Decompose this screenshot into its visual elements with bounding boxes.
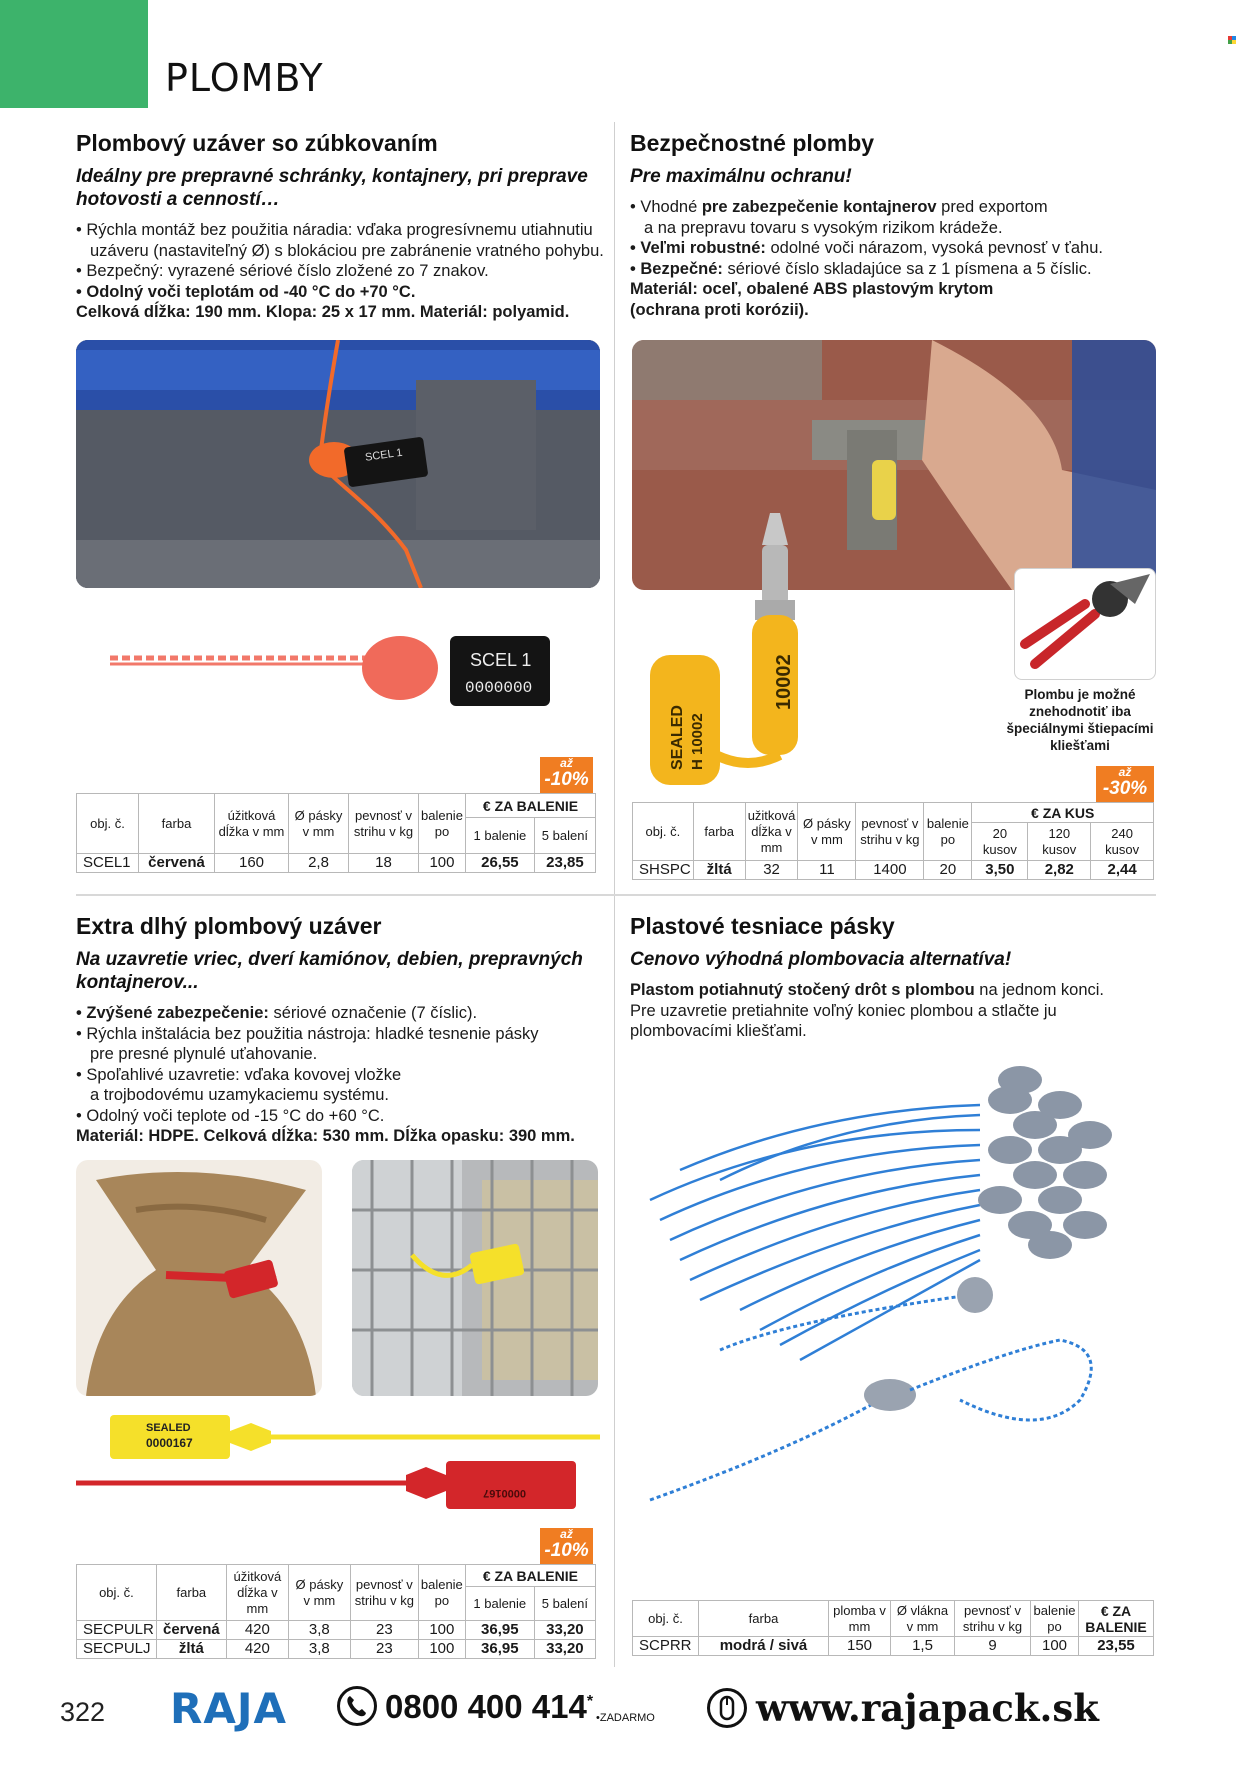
text: na jednom konci.: [974, 981, 1105, 999]
product-long-seals: [76, 1405, 600, 1525]
phone-icon: [337, 1686, 377, 1726]
spec-table-shspc: [632, 802, 1154, 880]
discount-badge: [540, 1528, 593, 1564]
bullet-line: • Bezpečný: vyrazené sériové číslo zložené zo 7 znakov.: [76, 262, 489, 280]
text-bold: • Bezpečné:: [630, 259, 723, 278]
cell-strength: 18: [349, 854, 419, 873]
col-header: pevnosť v strihu v kg: [955, 1601, 1031, 1637]
bullet-line: • Rýchla montáž bez použitia náradia: vďaka progresívnemu utiahnutiu: [76, 221, 593, 239]
cell-code: SCEL1: [77, 854, 139, 873]
table-row: [77, 854, 596, 873]
discount-badge: [540, 757, 593, 793]
col-header-qty: 5 balení: [534, 818, 595, 854]
col-header: farba: [139, 794, 215, 854]
col-header: farba: [693, 803, 745, 861]
bolt-number: 10002: [773, 654, 795, 710]
cell-pack: 100: [418, 1621, 465, 1640]
cell-diam: 3,8: [288, 1621, 350, 1640]
photo-cage-seal: [352, 1160, 598, 1396]
table-row: [633, 861, 1154, 880]
mouse-icon: [707, 1688, 747, 1728]
col-header: Ø pásky v mm: [289, 794, 349, 854]
bolt-sealed: SEALED: [669, 705, 686, 770]
text-line: [630, 980, 1160, 1001]
red-tag-number: 0000167: [483, 1487, 526, 1499]
cell-pack: 100: [418, 1640, 465, 1659]
section-description: [630, 980, 1160, 1042]
cutter-image: [1014, 568, 1156, 680]
text: sériové číslo skladajúce sa z 1 písmena a 5 číslic.: [722, 259, 1092, 278]
material-line: Materiál: oceľ, obalené ABS plastovým krytom: [630, 280, 994, 298]
yellow-tag-sealed: SEALED: [146, 1422, 191, 1434]
cell-price: 33,20: [534, 1640, 595, 1659]
col-header: farba: [156, 1565, 226, 1621]
cutter-note: Plombu je možné znehodnotiť iba špeciálnymi štiepacími kliešťami: [1006, 687, 1154, 753]
discount-value: -10%: [544, 769, 589, 790]
phone-note: •ZADARMO: [596, 1712, 655, 1724]
bullet-line: uzáveru (nastaviteľný Ø) s blokáciou pre zabránenie vratného pohybu.: [90, 241, 604, 260]
col-header: pevnosť v strihu v kg: [349, 794, 419, 854]
cell-diam: 3,8: [288, 1640, 350, 1659]
bullet-line: [76, 1003, 606, 1024]
col-header-qty: 1 balenie: [465, 818, 534, 854]
cell-diam: 11: [798, 861, 856, 880]
col-header: Ø pásky v mm: [288, 1565, 350, 1621]
material-line: (ochrana proti korózii).: [630, 300, 809, 319]
section-zubkovanie: [76, 130, 606, 323]
cell-code: SHSPC: [633, 861, 694, 880]
corner-mark-icon: [1228, 36, 1236, 44]
table-row: [633, 1637, 1154, 1656]
col-header: farba: [699, 1601, 829, 1637]
cell-color: žltá: [156, 1640, 226, 1659]
col-header-price: € ZA BALENIE: [465, 794, 595, 818]
cell-diam: 2,8: [289, 854, 349, 873]
cell-strength: 1400: [856, 861, 924, 880]
bullet-line: • Odolný voči teplote od -15 °C do +60 °C.: [76, 1106, 385, 1125]
cell-length: 160: [215, 854, 289, 873]
header-green-block: [0, 0, 148, 108]
yellow-tag-number: 0000167: [146, 1436, 193, 1450]
text: sériové označenie (7 číslic).: [268, 1004, 478, 1022]
bullet-line: [630, 259, 1160, 280]
cell-code: SCPRR: [633, 1637, 699, 1656]
bullet-line: [630, 197, 1160, 218]
col-header: Ø pásky v mm: [798, 803, 856, 861]
section-title: Plastové tesniace pásky: [630, 913, 895, 939]
bullet-line: pre presné plynulé uťahovanie.: [90, 1045, 318, 1063]
cell-price: 3,50: [972, 861, 1028, 880]
text: • Vhodné: [630, 198, 702, 216]
cell-color: červená: [156, 1621, 226, 1640]
bullet-line: • Rýchla inštalácia bez použitia nástroja: hladké tesnenie pásky: [76, 1024, 539, 1043]
row-divider: [76, 894, 1156, 896]
section-subtitle: Na uzavretie vriec, dverí kamiónov, debien, prepravných kontajnerov...: [76, 949, 583, 993]
section-subtitle: Ideálny pre prepravné schránky, kontajnery, pri preprave hotovosti a cenností…: [76, 166, 588, 210]
section-title: Bezpečnostné plomby: [630, 130, 875, 156]
spec-table-scprr: [632, 1600, 1154, 1656]
col-header: úžitková dĺžka v mm: [226, 1565, 288, 1621]
cell-price: 23,85: [534, 854, 595, 873]
col-header: užitková dĺžka v mm: [745, 803, 798, 861]
col-header-qty: 240 kusov: [1091, 823, 1154, 861]
col-header-price: € ZA KUS: [972, 803, 1154, 823]
seal-tag-text: SCEL 1: [470, 650, 532, 670]
cell-price: 23,55: [1079, 1637, 1154, 1656]
cell-price: 36,95: [465, 1621, 534, 1640]
text-line: Pre uzavretie pretiahnite voľný koniec plombou a stlačte ju: [630, 1001, 1057, 1020]
cell-strength: 23: [350, 1640, 418, 1659]
section-plastove-pasky: [630, 913, 1160, 1042]
bolt-code: H 10002: [689, 713, 706, 770]
col-header: balenie po: [1031, 1601, 1079, 1637]
text-bold: • Zvýšené zabezpečenie:: [76, 1004, 269, 1022]
section-description: [630, 197, 1160, 320]
col-header: balenie po: [419, 794, 466, 854]
section-description: [76, 220, 606, 323]
text-bold: Plastom potiahnutý stočený drôt s plombou: [630, 981, 975, 999]
col-header: obj. č.: [77, 1565, 157, 1621]
bullet-line: [630, 238, 1160, 259]
bullet-line: a na prepravu tovaru s vysokým rizikom krádeže.: [644, 218, 1003, 237]
discount-label: až: [560, 1527, 573, 1541]
section-description: [76, 1003, 606, 1147]
cell-price: 36,95: [465, 1640, 534, 1659]
text: odolné voči nárazom, vysoká pevnosť v ťahu.: [765, 239, 1103, 257]
col-header: Ø vlákna v mm: [891, 1601, 955, 1637]
spec-table-secpul: [76, 1564, 596, 1659]
col-header: plomba v mm: [829, 1601, 891, 1637]
phone-note-text: ZADARMO: [599, 1712, 655, 1724]
cell-color: žltá: [693, 861, 745, 880]
crate-tag-label: SCEL 1: [364, 446, 404, 464]
discount-badge: [1096, 766, 1154, 802]
col-header-qty: 1 balenie: [465, 1587, 534, 1621]
cell-price: 26,55: [465, 854, 534, 873]
photo-sack-seal: [76, 1160, 322, 1396]
col-header: úžitková dĺžka v mm: [215, 794, 289, 854]
cell-length: 420: [226, 1640, 288, 1659]
discount-value: -30%: [1102, 778, 1148, 799]
section-bezpecnostne: [630, 130, 1160, 320]
cell-price: 2,82: [1028, 861, 1091, 880]
section-title: Extra dlhý plombový uzáver: [76, 913, 382, 939]
seal-tag-number: 0000000: [465, 679, 533, 697]
section-extra-dlhy: [76, 913, 606, 1147]
col-header: obj. č.: [633, 1601, 699, 1637]
cell-length: 420: [226, 1621, 288, 1640]
bullet-line: a trojbodovému uzamykaciemu systému.: [90, 1086, 389, 1104]
product-wire-seals: [640, 1050, 1160, 1550]
cell-price: 2,44: [1091, 861, 1154, 880]
cell-pack: 100: [1031, 1637, 1079, 1656]
bullet-line: • Odolný voči teplotám od -40 °C do +70 °C.: [76, 282, 416, 301]
cell-code: SECPULJ: [77, 1640, 157, 1659]
col-header-qty: 120 kusov: [1028, 823, 1091, 861]
cell-fiber: 1,5: [891, 1637, 955, 1656]
cell-price: 33,20: [534, 1621, 595, 1640]
text-line: plombovacími kliešťami.: [630, 1022, 807, 1040]
discount-value: -10%: [544, 1540, 589, 1561]
spec-table-scel: [76, 793, 596, 873]
section-subtitle: Cenovo výhodná plombovacia alternatíva!: [630, 949, 1012, 970]
page-number: 322: [60, 1697, 106, 1727]
col-header: obj. č.: [633, 803, 694, 861]
photo-crate-seal: [76, 340, 600, 588]
cell-strength: 23: [350, 1621, 418, 1640]
cell-color: modrá / sivá: [699, 1637, 829, 1656]
phone-digits: 0800 400 414: [385, 1688, 587, 1725]
text-bold: • Veľmi robustné:: [630, 239, 766, 257]
website-link[interactable]: www.rajapack.sk: [756, 1686, 1099, 1730]
col-header: pevnosť v strihu v kg: [856, 803, 924, 861]
phone-number[interactable]: [385, 1688, 593, 1726]
text-bold: pre zabezpečenie kontajnerov: [701, 198, 937, 216]
table-row: [77, 1621, 596, 1640]
col-header: pevnosť v strihu v kg: [350, 1565, 418, 1621]
col-header: balenie po: [924, 803, 972, 861]
discount-label: až: [1118, 765, 1132, 779]
col-header: obj. č.: [77, 794, 139, 854]
cell-strength: 9: [955, 1637, 1031, 1656]
raja-logo: RAJA: [170, 1684, 287, 1733]
phone-mark: *: [586, 1693, 594, 1710]
section-title: Plombový uzáver so zúbkovaním: [76, 130, 438, 156]
product-bolt-seal: [640, 505, 840, 795]
cell-length: 32: [745, 861, 798, 880]
col-header-qty: 20 kusov: [972, 823, 1028, 861]
text: pred exportom: [936, 198, 1048, 216]
col-header: balenie po: [418, 1565, 465, 1621]
table-row: [77, 1640, 596, 1659]
col-header-qty: 5 balení: [534, 1587, 595, 1621]
product-seal-red: [110, 630, 550, 710]
cell-pack: 100: [419, 854, 466, 873]
material-line: Celková dĺžka: 190 mm. Klopa: 25 x 17 mm. Materiál: polyamid.: [76, 303, 570, 321]
discount-label: až: [560, 756, 573, 770]
cell-plomb: 150: [829, 1637, 891, 1656]
cell-code: SECPULR: [77, 1621, 157, 1640]
col-header-price: € ZA BALENIE: [1079, 1601, 1154, 1637]
section-subtitle: Pre maximálnu ochranu!: [630, 166, 852, 187]
material-line: Materiál: HDPE. Celková dĺžka: 530 mm. Dĺžka opasku: 390 mm.: [76, 1127, 575, 1145]
page-title: PLOMBY: [165, 56, 324, 100]
cell-color: červená: [139, 854, 215, 873]
cell-pack: 20: [924, 861, 972, 880]
col-header-price: € ZA BALENIE: [465, 1565, 595, 1587]
bullet-line: • Spoľahlivé uzavretie: vďaka kovovej vložke: [76, 1065, 402, 1084]
